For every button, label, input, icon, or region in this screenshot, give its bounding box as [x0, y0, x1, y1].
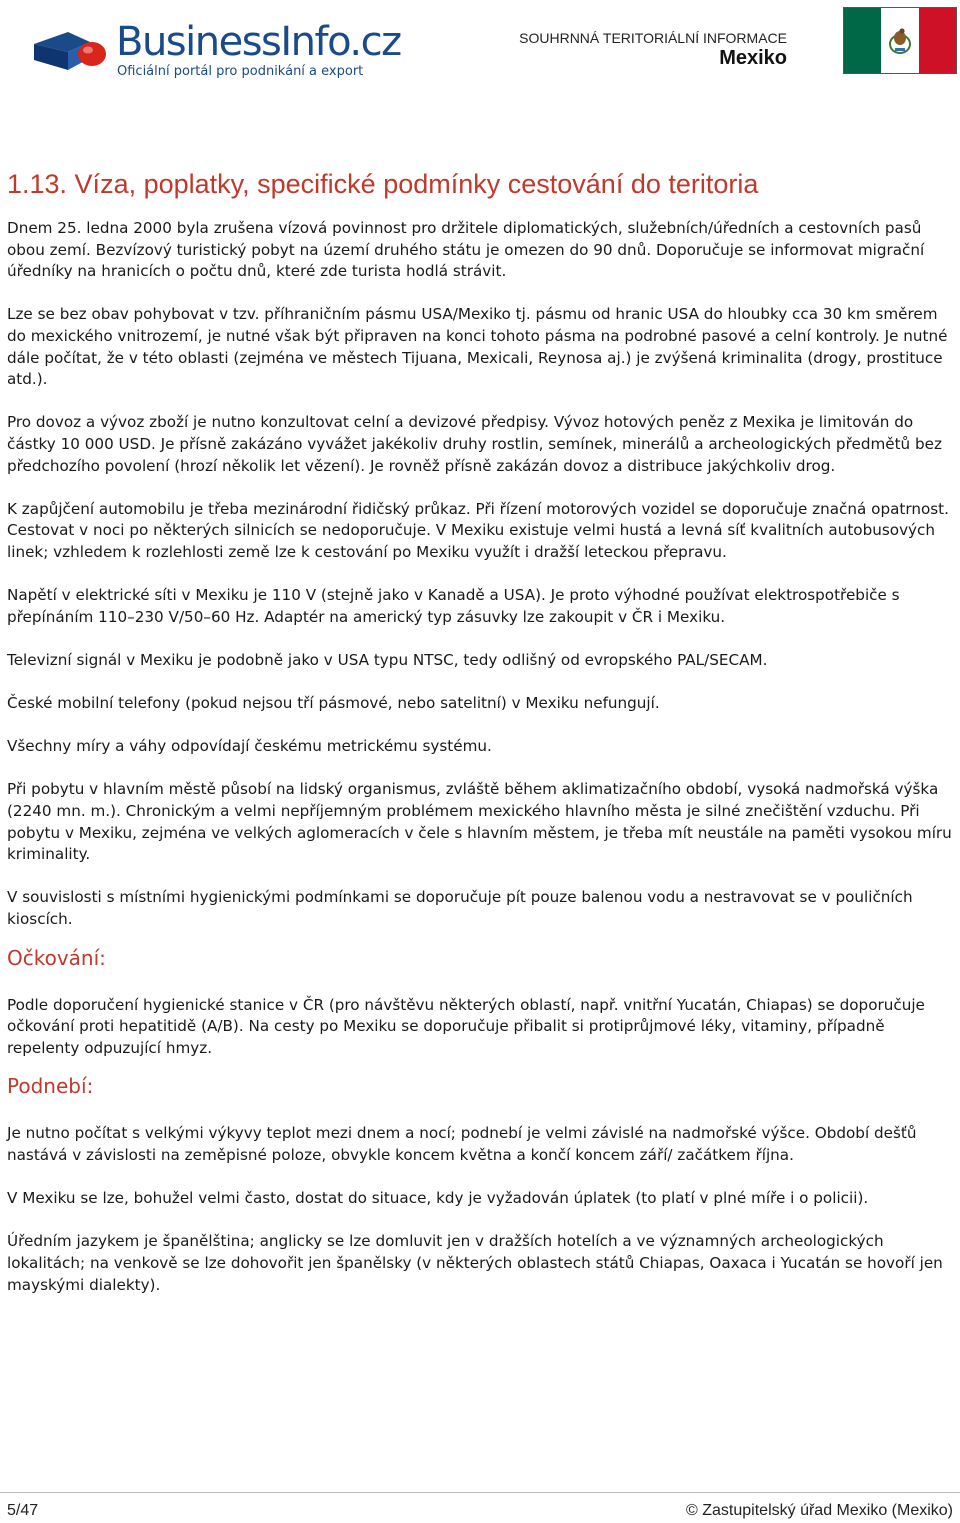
- brand-tagline: Oficiální portál pro podnikání a export: [117, 64, 364, 79]
- flag-white-stripe: [881, 8, 919, 73]
- heading-vaccination: Očkování:: [7, 945, 106, 970]
- flag-green-stripe: [844, 8, 881, 73]
- paragraph-border-zone: Lze se bez obav pohybovat v tzv. příhraničním pásmu USA/Mexiko tj. pásmu od hranic USA do hloubky cca 30 km směrem do mexického vnitrozemí, je nutné však být připraven na konci tohoto pásma na podrobné pasové a celní kontroly. Je nutné dále počítat, že v této oblasti (zejména ve městech Tijuana, Mexicali, Reynosa aj.) je zvýšená kriminalita (drogy, prostituce atd.).: [7, 305, 948, 389]
- section-title: 1.13. Víza, poplatky, specifické podmínky cestování do teritoria: [7, 169, 759, 199]
- footer-copyright: © Zastupitelský úřad Mexiko (Mexiko): [686, 1502, 953, 1519]
- paragraph-mobile-phones: České mobilní telefony (pokud nejsou tří pásmové, nebo satelitní) v Mexiku nefungují.: [7, 694, 660, 713]
- country-name: Mexiko: [719, 47, 787, 69]
- paragraph-language: Úředním jazykem je španělština; anglicky se lze domluvit jen v dražších hotelích a ve významných archeologických lokalitách; na venkově se lze dohovořit jen španělsky (v některých oblastech států Chiapas, Oaxaca i Yucatán se hovoří jen mayskými dialekty).: [7, 1232, 943, 1294]
- paragraph-capital-city: Při pobytu v hlavním městě působí na lidský organismus, zvláště během aklimatizačního období, vysoká nadmořská výška (2240 mn. m.). Chronickým a velmi nepříjemným problémem mexického hlavního města je silné znečištění vzduchu. Při pobytu v Mexiku, zejména ve velkých aglomeracích v čele s hlavním městem, je třeba mít neustále na paměti vysokou míru kriminality.: [7, 780, 952, 864]
- section-label: SOUHRNNÁ TERITORIÁLNÍ INFORMACE: [519, 30, 787, 46]
- paragraph-vaccination: Podle doporučení hygienické stanice v ČR (pro návštěvu některých oblastí, např. vnitřní Yucatán, Chiapas) se doporučuje očkování proti hepatitidě (A/B). Na cesty po Mexiku se doporučuje přibalit si protiprůjmové léky, vitaminy, případně repelenty odpuzující hmyz.: [7, 995, 925, 1057]
- coat-of-arms-icon: [881, 8, 919, 73]
- brand-name: BusinessInfo.cz: [116, 19, 401, 65]
- page-footer: [0, 1492, 960, 1523]
- page-number: 5/47: [7, 1502, 39, 1519]
- paragraph-visa: Dnem 25. ledna 2000 byla zrušena vízová povinnost pro držitele diplomatických, služebních/úředních a cestovních pasů obou zemí. Bezvízový turistický pobyt na území druhého státu je omezen do 90 dnů. Doporučuje se informovat migrační úředníky na hranicích o počtu dnů, které zde turista hodlá strávit.: [7, 219, 925, 281]
- businessinfo-logo[interactable]: [28, 18, 401, 84]
- flag-red-stripe: [919, 8, 956, 73]
- paragraph-transport: K zapůjčení automobilu je třeba mezinárodní řidičský průkaz. Při řízení motorových vozidel se doporučuje značná opatrnost. Cestovat v noci po některých silnicích se nedoporučuje. V Mexiku existuje velmi hustá a levná síť kvalitních autobusových linek; vzhledem k rozlehlosti země lze k cestování po Mexiku využít i dražší leteckou přepravu.: [7, 499, 949, 561]
- heading-climate: Podnebí:: [7, 1074, 94, 1099]
- page-header: [0, 0, 960, 90]
- header-info: [519, 30, 787, 70]
- paragraph-climate: Je nutno počítat s velkými výkyvy teplot mezi dnem a nocí; podnebí je velmi závislé na nadmořské výšce. Období dešťů nastává v závislosti na zeměpisné poloze, obvykle koncem května a končí koncem září/ začátkem října.: [7, 1124, 917, 1164]
- document-body: [7, 166, 953, 1296]
- businessinfo-logo-icon: [28, 30, 110, 76]
- paragraph-customs: Pro dovoz a vývoz zboží je nutno konzultovat celní a devizové předpisy. Vývoz hotových peněz z Mexika je limitován do částky 10 000 USD. Je přísně zakázáno vyvážet jakékoliv druhy rostlin, semínek, minerálů a archeologických předmětů bez předchozího povolení (hrozí několik let vězení). Je rovněž přísně zakázán dovoz a distribuce jakýchkoliv drog.: [7, 413, 942, 475]
- paragraph-tv-signal: Televizní signál v Mexiku je podobně jako v USA typu NTSC, tedy odlišný od evropského PAL/SECAM.: [7, 650, 768, 669]
- mexico-flag-icon: [843, 7, 957, 74]
- paragraph-measures: Všechny míry a váhy odpovídají českému metrickému systému.: [7, 737, 492, 756]
- paragraph-electricity: Napětí v elektrické síti v Mexiku je 110 V (stejně jako v Kanadě a USA). Je proto výhodné používat elektrospotřebiče s přepínáním 110–230 V/50–60 Hz. Adaptér na americký typ zásuvky lze zakoupit v ČR i Mexiku.: [7, 586, 900, 626]
- paragraph-bribes: V Mexiku se lze, bohužel velmi často, dostat do situace, kdy je vyžadován úplatek (to platí v plné míře i o policii).: [7, 1189, 869, 1208]
- paragraph-hygiene: V souvislosti s místními hygienickými podmínkami se doporučuje pít pouze balenou vodu a nestravovat se v pouličních kioscích.: [7, 888, 913, 928]
